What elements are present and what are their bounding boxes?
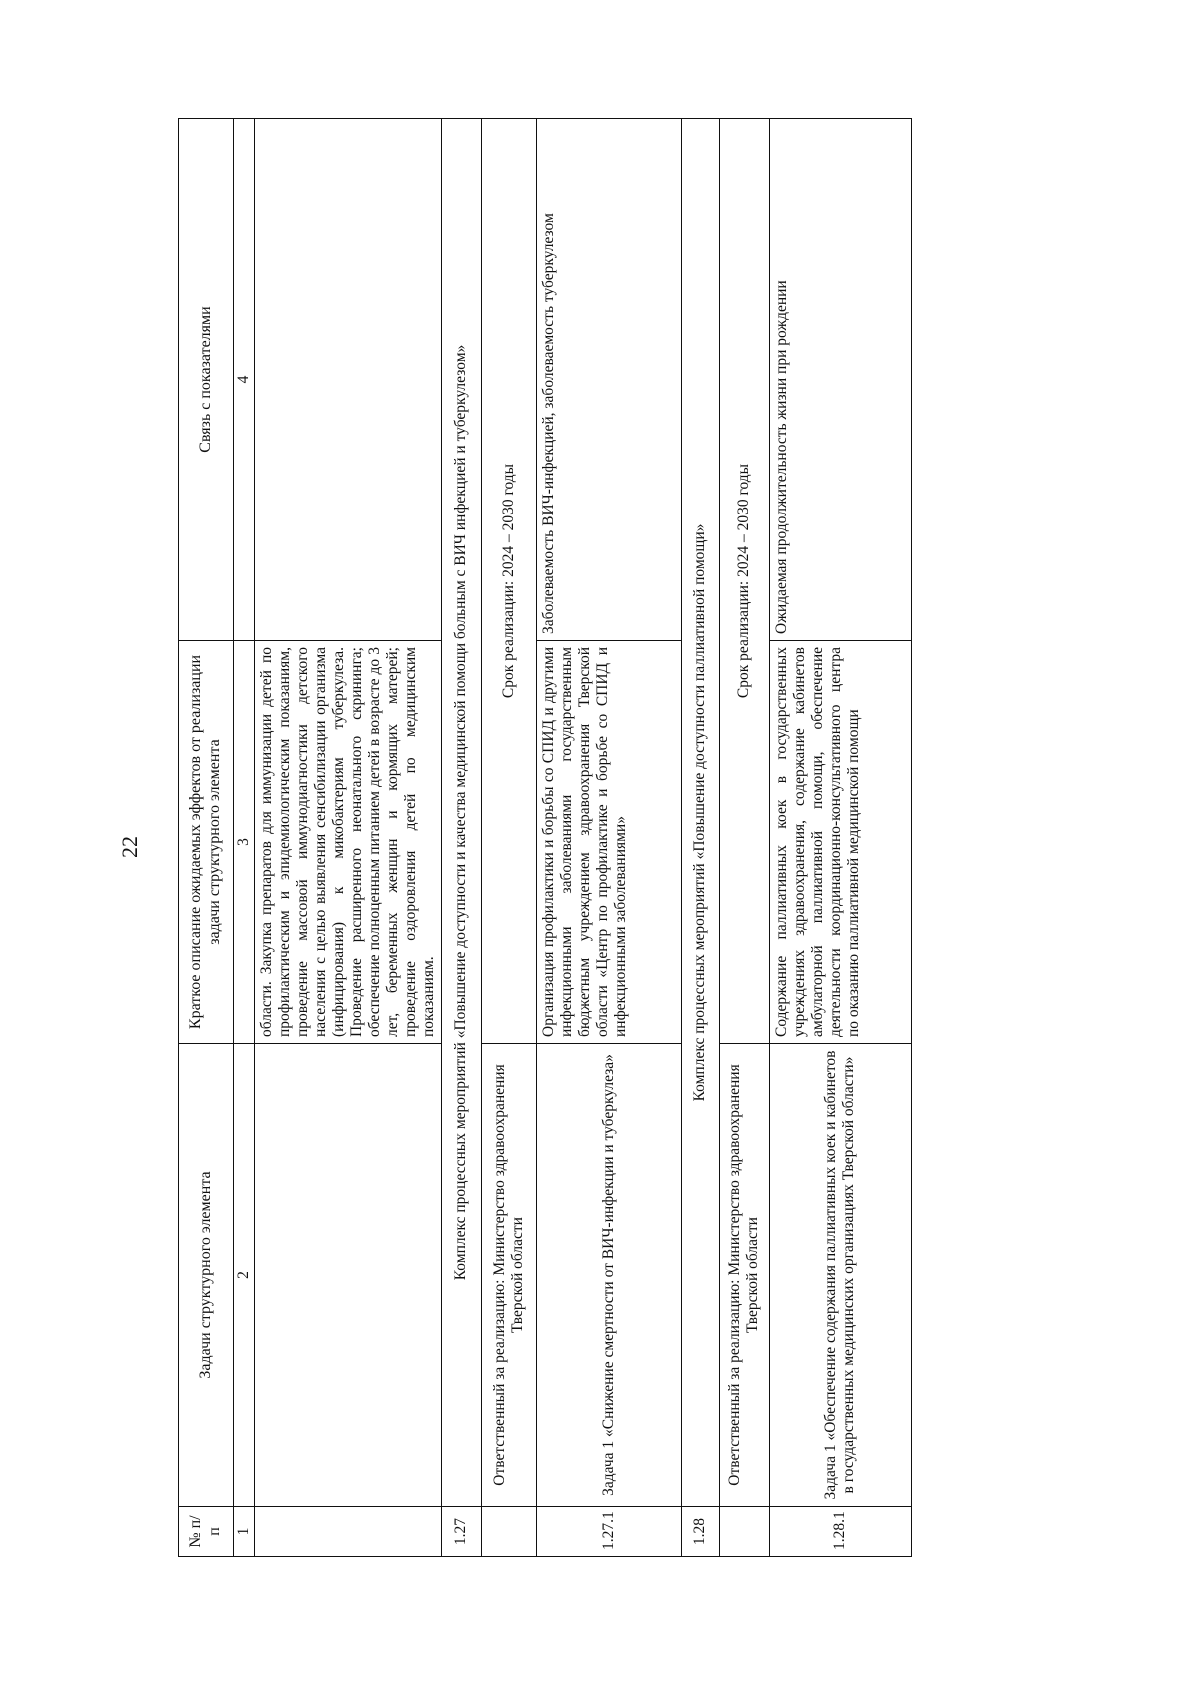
- empty-cell: [719, 1507, 769, 1557]
- section-row: [681, 119, 719, 1557]
- section-title: Комплекс процессных мероприятий «Повышение доступности и качества медицинской помощи больным с ВИЧ инфекцией и туберкулезом»: [441, 119, 481, 1507]
- empty-cell: [254, 119, 441, 641]
- column-number: 1: [234, 1507, 255, 1557]
- column-number: 2: [234, 1044, 255, 1507]
- responsible-row: [719, 119, 769, 1557]
- task-name: Задача 1 «Обеспечение содержания паллиативных коек и кабинетов в государственных медицинских организациях Тверской области»: [769, 1044, 911, 1507]
- column-numbers-row: [234, 119, 255, 1557]
- responsible-text: Ответственный за реализацию: Министерство здравоохранения Тверской области: [481, 1044, 536, 1507]
- task-row: [536, 119, 681, 1557]
- term-text: Срок реализации: 2024 – 2030 годы: [481, 119, 536, 1044]
- continuation-row: [254, 119, 441, 1557]
- section-number: 1.27: [441, 1507, 481, 1557]
- continuation-description: области. Закупка препаратов для иммунизации детей по профилактическим и эпидемиологическим показаниям, проведение массовой иммунодиагностики детского населения с целью выявления сенсибилизации организма (инфицирования) к микобактериям туберкулеза. Проведение расширенного неонатального скрининга; обеспечение полноценным питанием детей в возрасте до 3 лет, беременных женщин и кормящих матерей; проведение оздоровления детей по медицинским показаниям.: [254, 641, 441, 1044]
- task-description: Содержание паллиативных коек в государственных учреждениях здравоохранения, содержание кабинетов амбулаторной паллиативной помощи, обеспечение деятельности координационно-консультативного центра по оказанию паллиативной медицинской помощи: [769, 641, 911, 1044]
- section-row: [441, 119, 481, 1557]
- empty-cell: [481, 1507, 536, 1557]
- rotated-table-wrapper: [178, 118, 912, 1557]
- section-title: Комплекс процессных мероприятий «Повышение доступности паллиативной помощи»: [681, 119, 719, 1507]
- responsible-row: [481, 119, 536, 1557]
- task-name: Задача 1 «Снижение смертности от ВИЧ-инфекции и туберкулеза»: [536, 1044, 681, 1507]
- task-indicators: Заболеваемость ВИЧ-инфекцией, заболеваемость туберкулезом: [536, 119, 681, 641]
- header-indicators: Связь с показателями: [179, 119, 234, 641]
- column-number: 3: [234, 641, 255, 1044]
- page-number: 22: [117, 836, 142, 858]
- responsible-text: Ответственный за реализацию: Министерство здравоохранения Тверской области: [719, 1044, 769, 1507]
- task-number: 1.27.1: [536, 1507, 681, 1557]
- empty-cell: [254, 1507, 441, 1557]
- header-effects: Краткое описание ожидаемых эффектов от реализации задачи структурного элемента: [179, 641, 234, 1044]
- column-number: 4: [234, 119, 255, 641]
- header-tasks: Задачи структурного элемента: [179, 1044, 234, 1507]
- structural-elements-table: [178, 118, 912, 1557]
- task-description: Организация профилактики и борьбы со СПИД и другими инфекционными заболеваниями государственным бюджетным учреждением здравоохранения Тверской области «Центр по профилактике и борьбе со СПИД и инфекционными заболеваниями»: [536, 641, 681, 1044]
- table-header-row: [179, 119, 234, 1557]
- task-number: 1.28.1: [769, 1507, 911, 1557]
- empty-cell: [254, 1044, 441, 1507]
- header-number: № п/п: [179, 1507, 234, 1557]
- task-indicators: Ожидаемая продолжительность жизни при рождении: [769, 119, 911, 641]
- task-row: [769, 119, 911, 1557]
- term-text: Срок реализации: 2024 – 2030 годы: [719, 119, 769, 1044]
- section-number: 1.28: [681, 1507, 719, 1557]
